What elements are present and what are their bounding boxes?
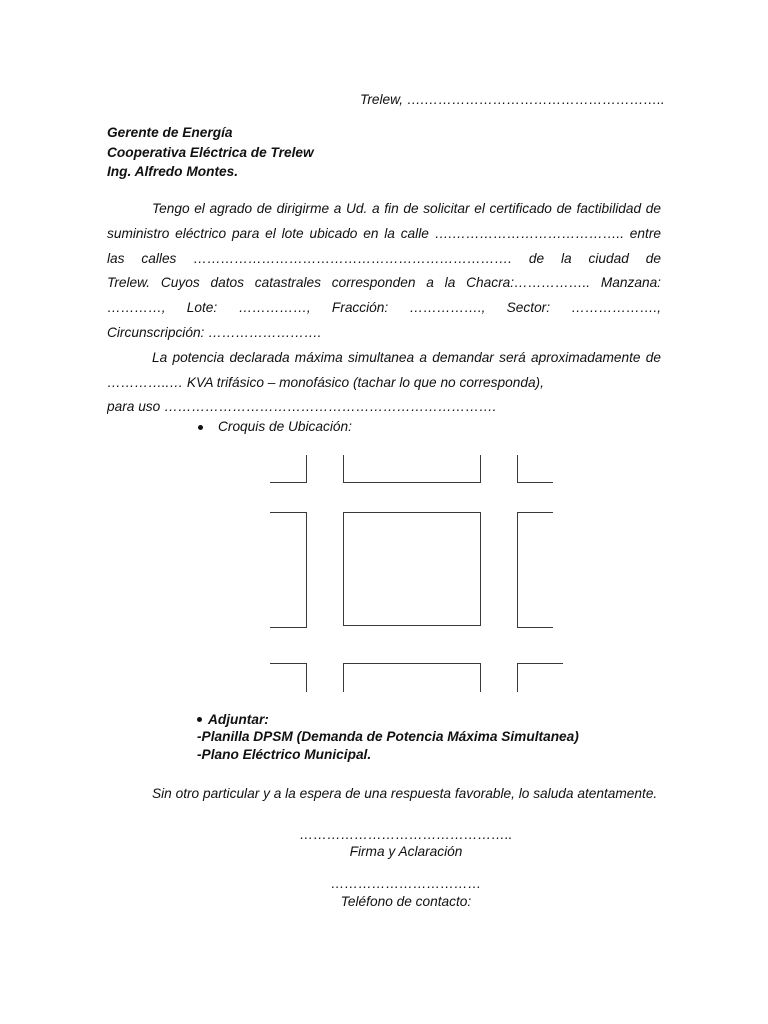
attachment-item: -Plano Eléctrico Municipal. — [197, 746, 372, 762]
block-top-right — [518, 455, 554, 483]
sketch-heading: Croquis de Ubicación: — [218, 419, 352, 434]
body-line: Trelew. Cuyos datos catastrales corresponden a la Chacra:…………….. Manzana: — [107, 275, 661, 291]
recipient-title: Gerente de Energía — [107, 125, 233, 140]
block-top-center — [344, 455, 481, 483]
body-line: las calles ……………………………………………………………. de la ciudad de — [107, 250, 661, 266]
body-line: La potencia declarada máxima simultanea a demandar será aproximadamente de — [152, 349, 661, 365]
attachment-item: -Planilla DPSM (Demanda de Potencia Máxima Simultanea) — [197, 729, 579, 744]
block-bottom-right — [518, 664, 564, 693]
attachments-heading: Adjuntar: — [208, 711, 269, 727]
body-line: …………..… KVA trifásico – monofásico (tachar lo que no corresponda), — [107, 374, 544, 390]
signature-blank: ……………………………………….. — [299, 827, 513, 842]
block-middle-left — [270, 513, 307, 628]
signature-label: Firma y Aclaración — [349, 844, 463, 859]
place-date-line: Trelew, ….…………………………………………….. — [360, 92, 665, 107]
block-bottom-center — [344, 664, 481, 693]
phone-blank: …………………………… — [330, 876, 482, 891]
recipient-block — [107, 123, 314, 182]
block-bottom-left — [270, 664, 307, 693]
letter-body — [107, 197, 661, 420]
recipient-name: Ing. Alfredo Montes. — [107, 164, 239, 179]
body-line: para uso ………………………………………………………………. — [107, 399, 497, 415]
body-line: …………, Lote: ……………, Fracción: ……………., Sector: ………………., — [107, 300, 661, 316]
phone-label: Teléfono de contacto: — [340, 894, 472, 909]
bullet-icon — [197, 717, 202, 722]
block-top-left — [270, 455, 307, 483]
bullet-icon — [198, 425, 203, 430]
closing-sentence: Sin otro particular y a la espera de una respuesta favorable, lo saluda atentamente. — [152, 786, 658, 801]
block-middle-right — [518, 513, 554, 628]
recipient-organization: Cooperativa Eléctrica de Trelew — [107, 144, 314, 160]
body-line: Circunscripción: ……………………. — [107, 324, 322, 340]
block-middle-center — [344, 513, 481, 626]
body-line: suministro eléctrico para el lote ubicado en la calle ….……………………………….. entre — [107, 225, 661, 241]
body-line: Tengo el agrado de dirigirme a Ud. a fin de solicitar el certificado de factibilidad de — [152, 201, 661, 216]
